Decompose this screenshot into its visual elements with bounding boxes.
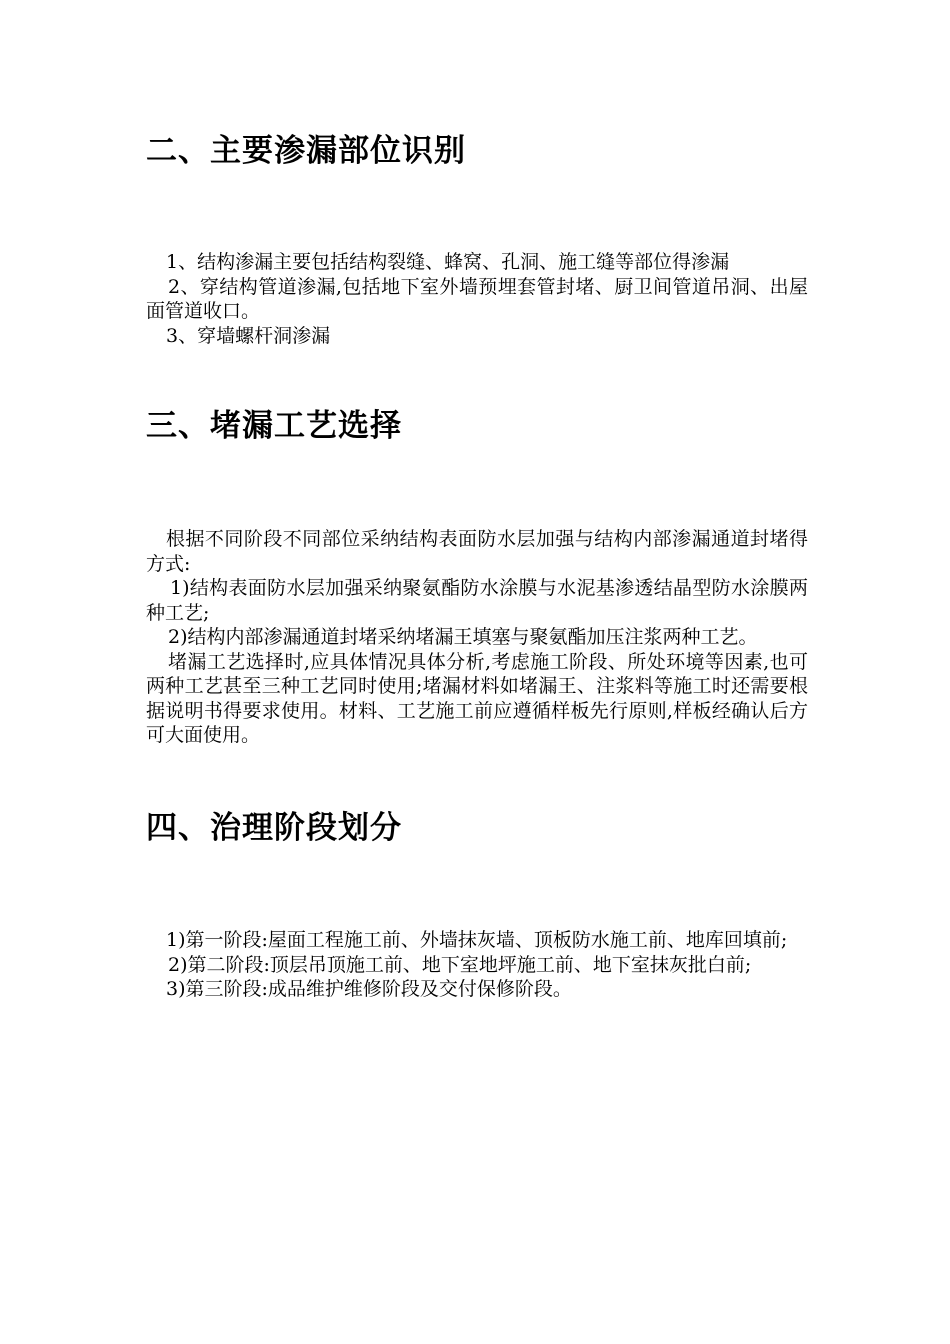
paragraph: 2)结构内部渗漏通道封堵采纳堵漏王填塞与聚氨酯加压注浆两种工艺。: [168, 626, 758, 648]
section-heading-leak-locations: 二、主要渗漏部位识别: [146, 133, 466, 169]
paragraph: 根据不同阶段不同部位采纳结构表面防水层加强与结构内部渗漏通道封堵得方式:: [146, 528, 808, 575]
paragraph: 2)第二阶段:顶层吊顶施工前、地下室地坪施工前、地下室抹灰批白前;: [168, 953, 752, 976]
paragraph: 3、穿墙螺杆洞渗漏: [166, 324, 331, 347]
section-body-process-selection: [146, 527, 808, 748]
paragraph: 1)第一阶段:屋面工程施工前、外墙抹灰墙、顶板防水施工前、地库回填前;: [166, 929, 788, 951]
paragraph: 3)第三阶段:成品维护维修阶段及交付保修阶段。: [166, 978, 572, 1000]
paragraph: 2、穿结构管道渗漏,包括地下室外墙预埋套管封堵、厨卫间管道吊洞、出屋面管道收口。: [146, 275, 808, 322]
section-heading-process-selection: 三、堵漏工艺选择: [146, 408, 402, 444]
section-body-treatment-stages: [146, 928, 808, 1002]
paragraph: 1、结构渗漏主要包括结构裂缝、蜂窝、孔洞、施工缝等部位得渗漏: [166, 251, 730, 273]
paragraph: 1)结构表面防水层加强采纳聚氨酯防水涂膜与水泥基渗透结晶型防水涂膜两种工艺;: [146, 577, 808, 624]
paragraph: 堵漏工艺选择时,应具体情况具体分析,考虑施工阶段、所处环境等因素,也可两种工艺甚至三种工艺同时使用;堵漏材料如堵漏王、注浆料等施工时还需要根据说明书得要求使用。材料、工艺施工前应遵循样板先行原则,样板经确认后方可大面使用。: [146, 650, 808, 746]
section-body-leak-locations: [146, 250, 808, 348]
section-heading-treatment-stages: 四、治理阶段划分: [146, 810, 402, 846]
